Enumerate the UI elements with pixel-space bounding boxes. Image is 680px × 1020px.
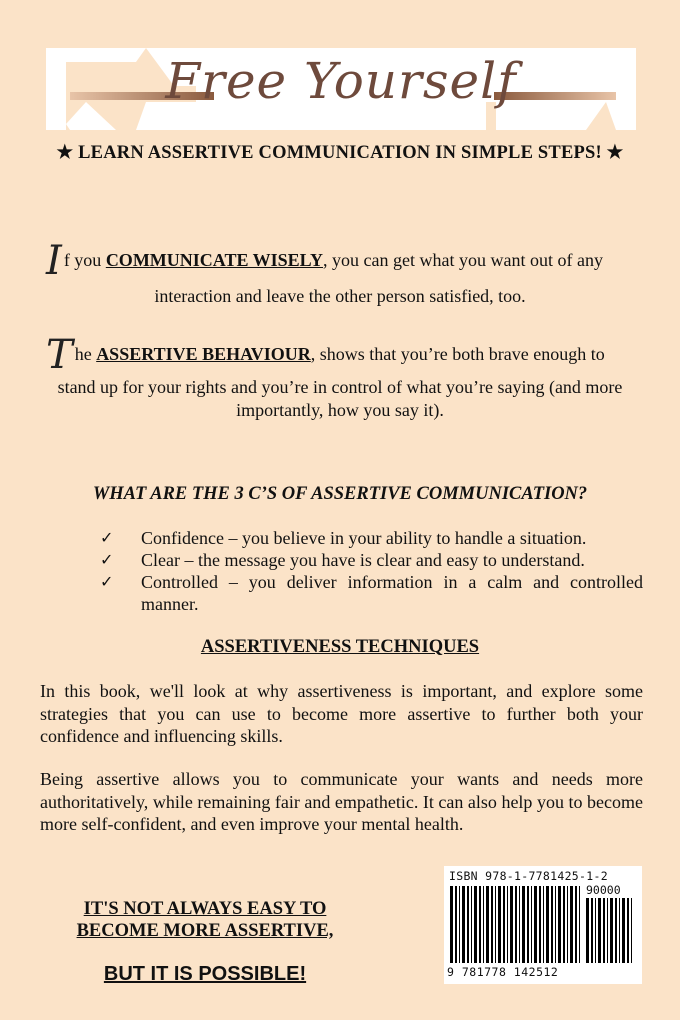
- three-cs-heading: WHAT ARE THE 3 C’S OF ASSERTIVE COMMUNICATION?: [92, 484, 588, 504]
- list-item: [100, 527, 643, 549]
- barcode-bar: [551, 886, 553, 963]
- isbn-barcode: [444, 866, 642, 984]
- list-item-text: Controlled – you deliver information in a calm and controlled manner.: [141, 572, 643, 614]
- barcode-bar: [607, 898, 608, 963]
- barcode-bar: [610, 898, 613, 963]
- intro-paragraph-2-line-3: importantly, how you say it).: [236, 400, 444, 420]
- barcode-bar: [598, 898, 601, 963]
- list-item: [100, 549, 643, 571]
- barcode-bar: [467, 886, 469, 963]
- callout-text: [40, 898, 370, 942]
- barcode-bar: [595, 898, 596, 963]
- body-paragraph-1: In this book, we'll look at why assertiveness is important, and explore some strategies that you can use to become more assertive to further both your confidence and influencing skills.: [40, 681, 643, 746]
- intro-paragraph-2-line-2: stand up for your rights and you’re in control of what you’re saying (and more: [57, 377, 623, 397]
- barcode-bar: [534, 886, 537, 963]
- barcode-bar: [539, 886, 541, 963]
- techniques-heading: ASSERTIVENESS TECHNIQUES: [200, 637, 480, 657]
- barcode-bar: [546, 886, 549, 963]
- list-item: [100, 571, 643, 615]
- barcode-bar: [603, 898, 605, 963]
- barcode-bar: [567, 886, 568, 963]
- barcode-bar: [575, 886, 577, 963]
- dropcap: T: [46, 332, 73, 378]
- title-banner: [46, 48, 636, 130]
- list-item-text: Confidence – you believe in your ability to handle a situation.: [141, 528, 587, 548]
- barcode-bar: [479, 886, 481, 963]
- list-item-text: Clear – the message you have is clear and easy to understand.: [141, 550, 585, 570]
- barcode-bar: [503, 886, 505, 963]
- barcode-bar: [498, 886, 501, 963]
- three-cs-list: [100, 527, 643, 615]
- checkmark-icon: ✓: [100, 528, 114, 547]
- intro-text: he: [74, 344, 97, 364]
- callout-line-1: IT'S NOT ALWAYS EASY TO: [83, 899, 327, 919]
- barcode-bar: [483, 886, 484, 963]
- checkmark-icon: ✓: [100, 550, 114, 569]
- barcode-bar: [491, 886, 493, 963]
- barcode-bar: [510, 886, 513, 963]
- barcode-bar: [591, 898, 593, 963]
- intro-text: f you: [63, 250, 106, 270]
- barcode-bar: [459, 886, 460, 963]
- barcode-bar: [486, 886, 489, 963]
- intro-paragraph-1-line-1: [46, 236, 646, 286]
- barcode-bar: [519, 886, 520, 963]
- intro-paragraph-2-line-1: [46, 330, 646, 380]
- body-paragraph-2: Being assertive allows you to communicate your wants and needs more authoritatively, while remaining fair and empathetic. It can also help you to become more self-confident, and even improve your mental health.: [40, 769, 643, 834]
- highlight-text: ASSERTIVE BEHAVIOUR: [96, 344, 311, 364]
- intro-text: , shows that you’re both brave enough to: [310, 344, 605, 364]
- barcode-bar: [615, 898, 617, 963]
- barcode-bar: [471, 886, 472, 963]
- barcode-bar: [631, 898, 632, 963]
- barcode-bar: [570, 886, 573, 963]
- barcode-bar: [495, 886, 496, 963]
- price-code: 90000: [586, 883, 621, 897]
- book-title: Free Yourself: [165, 52, 517, 110]
- barcode-bar: [563, 886, 565, 963]
- barcode-bar: [543, 886, 544, 963]
- barcode-bar: [474, 886, 477, 963]
- barcode-bar: [555, 886, 556, 963]
- callout-possible: BUT IT IS POSSIBLE!: [103, 963, 307, 985]
- barcode-bar: [515, 886, 517, 963]
- barcode-bar: [455, 886, 457, 963]
- barcode-bar: [622, 898, 625, 963]
- intro-text: , you can get what you want out of any: [323, 250, 603, 270]
- barcode-bar: [527, 886, 529, 963]
- subtitle: ★ LEARN ASSERTIVE COMMUNICATION IN SIMPLE STEPS! ★: [56, 143, 624, 163]
- dropcap: I: [46, 238, 62, 284]
- barcode-bar: [462, 886, 465, 963]
- barcode-bar: [450, 886, 453, 963]
- barcode-bar: [558, 886, 561, 963]
- isbn-label: ISBN 978-1-7781425-1-2: [449, 869, 608, 883]
- barcode-digits: 9 781778 142512: [447, 965, 559, 979]
- barcode-bar: [531, 886, 532, 963]
- callout-line-2: BECOME MORE ASSERTIVE,: [76, 921, 334, 941]
- barcode-bar: [586, 898, 589, 963]
- checkmark-icon: ✓: [100, 572, 114, 591]
- barcode-bar: [579, 886, 580, 963]
- highlight-text: COMMUNICATE WISELY: [105, 250, 324, 270]
- intro-paragraph-1-line-2: interaction and leave the other person satisfied, too.: [154, 286, 526, 306]
- barcode-bar: [507, 886, 508, 963]
- barcode-bar: [619, 898, 620, 963]
- barcode-bar: [627, 898, 629, 963]
- barcode-bar: [522, 886, 525, 963]
